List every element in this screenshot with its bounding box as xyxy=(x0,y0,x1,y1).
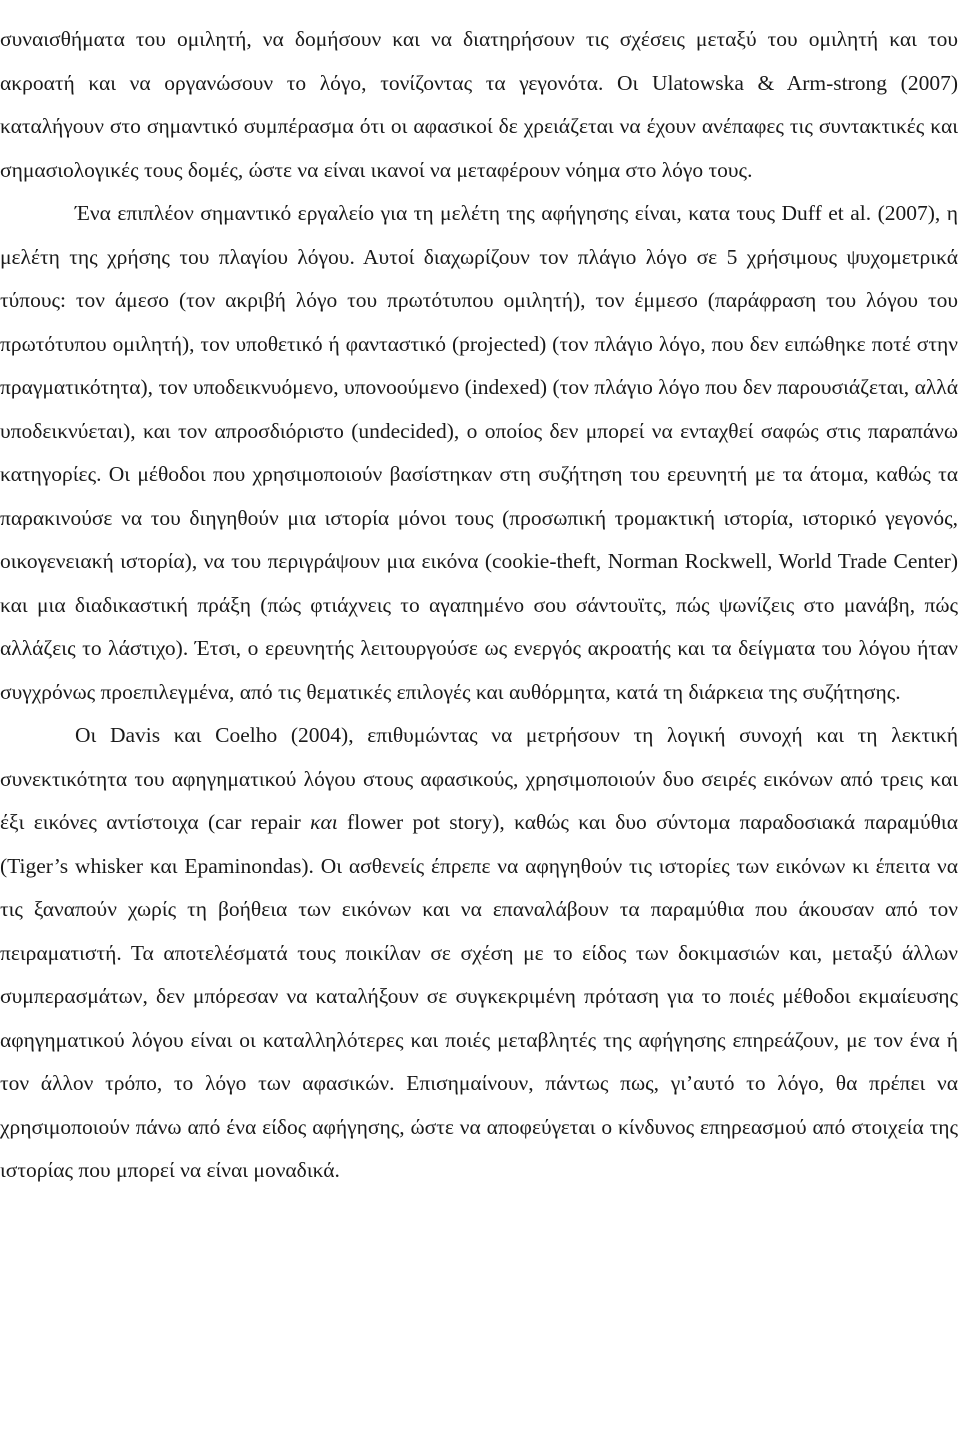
paragraph-3 xyxy=(0,714,958,1193)
paragraph-3-text-start: Οι Davis και Coelho (2004), επιθυμώντας να μετρήσουν τη λογική συνοχή και τη λεκτική συνεκτικότητα του αφηγηματικού λόγου στους αφασικούς, χρησιμοποιούν δυο σειρές εικόνων από τρεις και έξι εικόνες αντίστοιχα (car repair xyxy=(0,723,958,834)
paragraph-1: συναισθήματα του ομιλητή, να δομήσουν και να διατηρήσουν τις σχέσεις μεταξύ του ομιλητή και του ακροατή και να οργανώσουν το λόγο, τονίζοντας τα γεγονότα. Οι Ulatowska & Arm-strong (2007) καταλήγουν στο σημαντικό συμπέρασμα ότι οι αφασικοί δε χρειάζεται να έχουν ανέπαφες τις συντακτικές και σημασιολογικές τους δομές, ώστε να είναι ικανοί να μεταφέρουν νόημα στο λόγο τους. xyxy=(0,27,958,182)
paragraph-2: Ένα επιπλέον σημαντικό εργαλείο για τη μελέτη της αφήγησης είναι, κατα τους Duff et al. (2007), η μελέτη της χρήσης του πλαγίου λόγου. Αυτοί διαχωρίζουν τον πλάγιο λόγο σε 5 χρήσιμους ψυχομετρικά τύπους: τον άμεσο (τον ακριβή λόγο του πρωτότυπου ομιλητή), τον έμμεσο (παράφραση του λόγου του πρωτότυπου ομιλητή), τον υποθετικό ή φανταστικό (projected) (τον πλάγιο λόγο, που δεν ειπώθηκε ποτέ στην πραγματικότητα), τον υποδεικνυόμενο, υπονοούμενο (indexed) (τον πλάγιο λόγο που δεν παρουσιάζεται, αλλά υποδεικνύεται), και τον απροσδιόριστο (undecided), ο οποίος δεν μπορεί να ενταχθεί σαφώς στις παραπάνω κατηγορίες. Οι μέθοδοι που χρησιμοποιούν βασίστηκαν στη συζήτηση του ερευνητή με τα άτομα, καθώς τα παρακινούσε να του διηγηθούν μια ιστορία μόνοι τους (προσωπική τρομακτική ιστορία, ιστορικό γεγονός, οικογενειακή ιστορία), να του περιγράψουν μια εικόνα (cookie-theft, Norman Rockwell, World Trade Center) και μια διαδικαστική πράξη (πώς φτιάχνεις το αγαπημένο σου σάντουϊτς, πώς ψωνίζεις στο μανάβη, πώς αλλάζεις το λάστιχο). Έτσι, ο ερευνητής λειτουργούσε ως ενεργός ακροατής και τα δείγματα του λόγου ήταν συγχρόνως προεπιλεγμένα, από τις θεματικές επιλογές και αυθόρμητα, κατά τη διάρκεια της συζήτησης. xyxy=(0,201,958,704)
paragraph-3-italic-word: και xyxy=(310,810,338,834)
paragraph-3-text-end: flower pot story), καθώς και δυο σύντομα παραδοσιακά παραμύθια (Tiger’s whisker και Epaminondas). Οι ασθενείς έπρεπε να αφηγηθούν τις ιστορίες των εικόνων κι έπειτα να τις ξαναπούν χωρίς τη βοήθεια των εικόνων και να επαναλάβουν τα παραμύθια που άκουσαν από τον πειραματιστή. Τα αποτελέσματά τους ποικίλαν σε σχέση με το είδος των δοκιμασιών και, μεταξύ άλλων συμπερασμάτων, δεν μπόρεσαν να καταλήξουν σε συγκεκριμένη πρόταση για το ποιές μέθοδοι εκμαίευσης αφηγηματικού λόγου είναι οι καταλληλότερες και ποιές μεταβλητές της αφήγησης επηρεάζουν, με τον ένα ή τον άλλον τρόπο, το λόγο των αφασικών. Επισημαίνουν, πάντως πως, γι’αυτό το λόγο, θα πρέπει να χρησιμοποιούν πάνω από ένα είδος αφήγησης, ώστε να αποφεύγεται ο κίνδυνος επηρεασμού από στοιχεία της ιστορίας που μπορεί να είναι μοναδικά. xyxy=(0,810,958,1182)
